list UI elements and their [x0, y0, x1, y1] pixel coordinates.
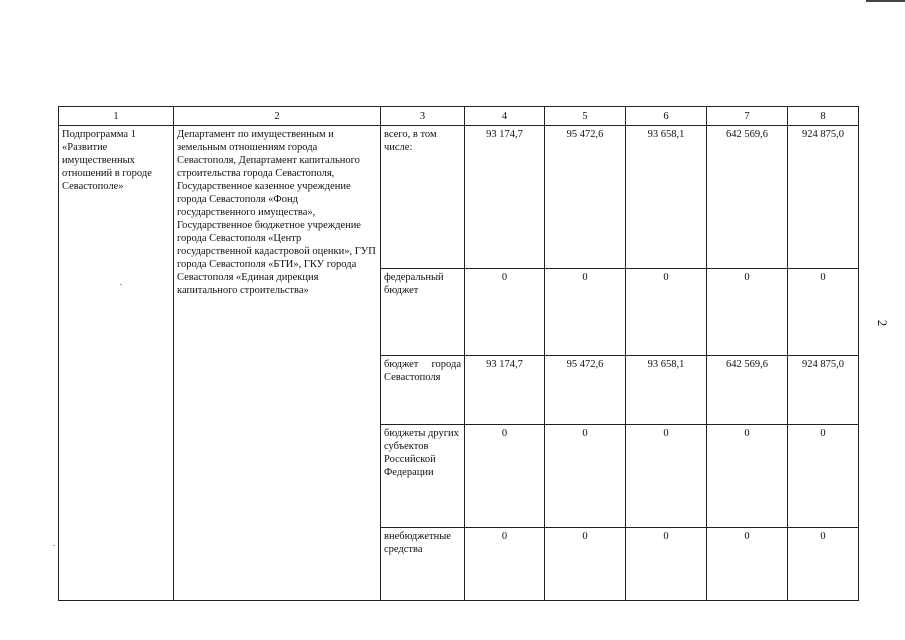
funding-source: внебюджетные средства	[381, 528, 465, 601]
value-cell: 95 472,6	[545, 356, 626, 425]
value-cell: 0	[626, 269, 707, 356]
value-cell: 0	[626, 425, 707, 528]
value-cell: 0	[465, 425, 545, 528]
value-cell: 93 658,1	[626, 356, 707, 425]
value-cell: 0	[545, 269, 626, 356]
value-cell: 93 174,7	[465, 126, 545, 269]
value-cell: 924 875,0	[788, 356, 859, 425]
value-cell: 93 658,1	[626, 126, 707, 269]
value-cell: 0	[545, 528, 626, 601]
scan-speck	[53, 545, 55, 546]
value-cell: 0	[707, 528, 788, 601]
column-header: 6	[626, 107, 707, 126]
funding-source-text: бюджет города Севастополя	[384, 359, 461, 383]
column-header: 7	[707, 107, 788, 126]
value-cell: 0	[788, 425, 859, 528]
subprogram-name: Подпрограмма 1 «Развитие имущественных отношений в городе Севастополе»	[59, 126, 174, 601]
responsible-executor: Департамент по имущественным и земельным отношениям города Севастополя, Департамент капитального строительства города Севастополя, Государственное казенное учреждение города Севастополя «Фонд государственного имущества», Государственное бюджетное учреждение города Севастополя «Центр государственной кадастровой оценки», ГУП города Севастополя «БТИ», ГКУ города Севастополя «Единая дирекция капитального строительства»	[174, 126, 381, 601]
value-cell: 95 472,6	[545, 126, 626, 269]
value-cell: 0	[465, 269, 545, 356]
value-cell: 0	[707, 425, 788, 528]
page-number: 2	[875, 319, 890, 327]
funding-table	[58, 106, 859, 601]
value-cell: 642 569,6	[707, 356, 788, 425]
value-cell: 0	[707, 269, 788, 356]
value-cell: 0	[788, 528, 859, 601]
value-cell: 93 174,7	[465, 356, 545, 425]
value-cell: 642 569,6	[707, 126, 788, 269]
column-header: 5	[545, 107, 626, 126]
funding-source: всего, в том числе:	[381, 126, 465, 269]
funding-source	[381, 356, 465, 425]
value-cell: 0	[626, 528, 707, 601]
value-cell: 0	[545, 425, 626, 528]
value-cell: 0	[465, 528, 545, 601]
funding-source: федеральный бюджет	[381, 269, 465, 356]
column-header: 2	[174, 107, 381, 126]
column-header: 8	[788, 107, 859, 126]
top-edge-rule	[866, 0, 905, 2]
value-cell: 0	[788, 269, 859, 356]
header-row	[59, 107, 859, 126]
table-row	[59, 126, 859, 269]
value-cell: 924 875,0	[788, 126, 859, 269]
column-header: 1	[59, 107, 174, 126]
funding-source: бюджеты других субъектов Российской Федерации	[381, 425, 465, 528]
column-header: 4	[465, 107, 545, 126]
column-header: 3	[381, 107, 465, 126]
